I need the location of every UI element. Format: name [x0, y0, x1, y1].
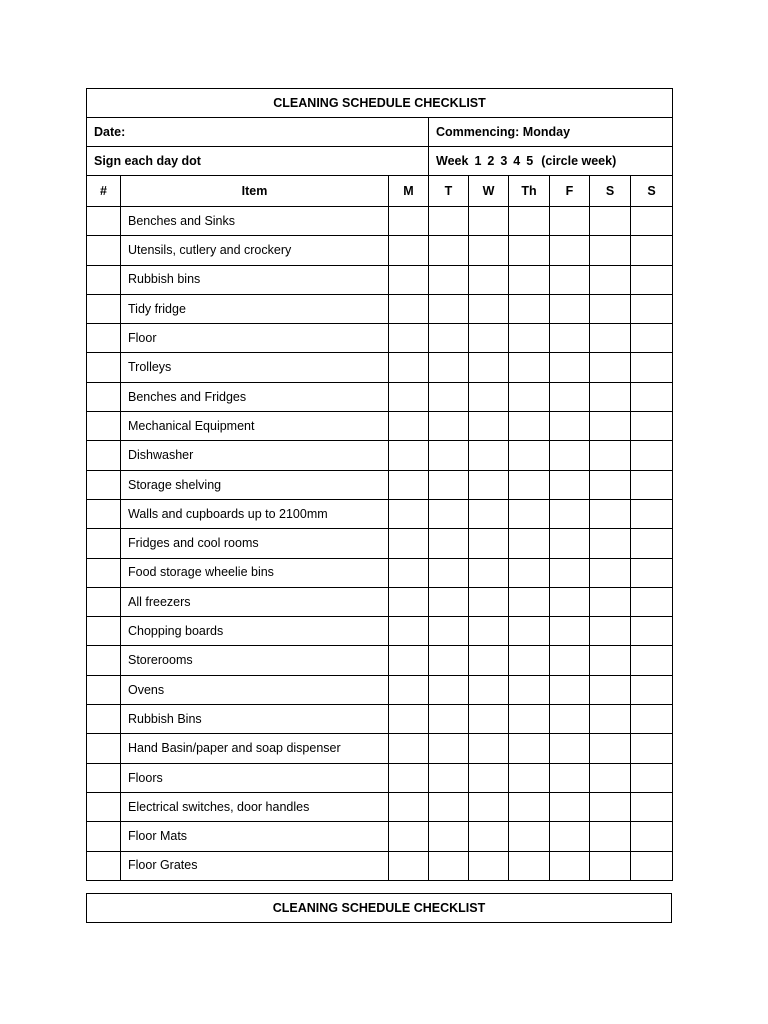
item-label: Walls and cupboards up to 2100mm [121, 499, 389, 528]
item-label: Chopping boards [121, 617, 389, 646]
table-row [87, 441, 673, 470]
checkbox-cell-monday[interactable] [389, 353, 429, 382]
checkbox-cell-sunday[interactable] [631, 499, 673, 528]
checkbox-cell-friday[interactable] [550, 294, 590, 323]
item-label: Benches and Sinks [121, 207, 389, 236]
column-header-item: Item [121, 176, 389, 207]
checkbox-cell-monday[interactable] [389, 236, 429, 265]
item-label: Tidy fridge [121, 294, 389, 323]
checkbox-cell-friday[interactable] [550, 763, 590, 792]
checkbox-cell-wednesday[interactable] [469, 705, 509, 734]
week-number-2[interactable]: 2 [487, 153, 495, 168]
checkbox-cell-monday[interactable] [389, 705, 429, 734]
checkbox-cell-thursday[interactable] [509, 353, 550, 382]
week-note: (circle week) [541, 153, 617, 168]
week-number-1[interactable]: 1 [474, 153, 482, 168]
checkbox-cell-thursday[interactable] [509, 734, 550, 763]
checkbox-cell-friday[interactable] [550, 851, 590, 880]
checkbox-cell-sunday[interactable] [631, 763, 673, 792]
checkbox-cell-tuesday[interactable] [429, 236, 469, 265]
checkbox-cell-thursday[interactable] [509, 207, 550, 236]
checkbox-cell-sunday[interactable] [631, 324, 673, 353]
checkbox-cell-thursday[interactable] [509, 441, 550, 470]
checkbox-cell-saturday[interactable] [590, 265, 631, 294]
column-header-sunday: S [631, 176, 673, 207]
checkbox-cell-thursday[interactable] [509, 470, 550, 499]
checkbox-cell-sunday[interactable] [631, 382, 673, 411]
checkbox-cell-wednesday[interactable] [469, 441, 509, 470]
checkbox-cell-tuesday[interactable] [429, 675, 469, 704]
checkbox-cell-thursday[interactable] [509, 382, 550, 411]
checklist-title: CLEANING SCHEDULE CHECKLIST [87, 89, 673, 118]
checkbox-cell-sunday[interactable] [631, 792, 673, 821]
commencing-field[interactable]: Commencing: Monday [429, 118, 673, 147]
checkbox-cell-sunday[interactable] [631, 558, 673, 587]
row-number-cell [87, 851, 121, 880]
checkbox-cell-tuesday[interactable] [429, 353, 469, 382]
checkbox-cell-sunday[interactable] [631, 236, 673, 265]
item-label: Food storage wheelie bins [121, 558, 389, 587]
checkbox-cell-thursday[interactable] [509, 763, 550, 792]
table-row [87, 734, 673, 763]
checkbox-cell-saturday[interactable] [590, 734, 631, 763]
table-row [87, 265, 673, 294]
table-row [87, 646, 673, 675]
checkbox-cell-saturday[interactable] [590, 705, 631, 734]
item-label: Rubbish bins [121, 265, 389, 294]
checklist-table [86, 88, 673, 881]
checkbox-cell-monday[interactable] [389, 646, 429, 675]
checkbox-cell-tuesday[interactable] [429, 441, 469, 470]
item-label: Electrical switches, door handles [121, 792, 389, 821]
row-number-cell [87, 646, 121, 675]
checkbox-cell-tuesday[interactable] [429, 412, 469, 441]
column-header-thursday: Th [509, 176, 550, 207]
checkbox-cell-thursday[interactable] [509, 822, 550, 851]
table-row [87, 529, 673, 558]
checkbox-cell-tuesday[interactable] [429, 734, 469, 763]
checkbox-cell-saturday[interactable] [590, 851, 631, 880]
item-label: Mechanical Equipment [121, 412, 389, 441]
checkbox-cell-tuesday[interactable] [429, 705, 469, 734]
footer-title: CLEANING SCHEDULE CHECKLIST [87, 894, 672, 923]
checkbox-cell-sunday[interactable] [631, 529, 673, 558]
checkbox-cell-saturday[interactable] [590, 792, 631, 821]
table-row [87, 382, 673, 411]
row-number-cell [87, 265, 121, 294]
checkbox-cell-sunday[interactable] [631, 412, 673, 441]
item-label: Dishwasher [121, 441, 389, 470]
checkbox-cell-wednesday[interactable] [469, 617, 509, 646]
row-number-cell [87, 441, 121, 470]
checkbox-cell-tuesday[interactable] [429, 792, 469, 821]
checkbox-cell-tuesday[interactable] [429, 851, 469, 880]
row-number-cell [87, 587, 121, 616]
item-label: Utensils, cutlery and crockery [121, 236, 389, 265]
checkbox-cell-wednesday[interactable] [469, 822, 509, 851]
checkbox-cell-friday[interactable] [550, 734, 590, 763]
checkbox-cell-saturday[interactable] [590, 470, 631, 499]
checkbox-cell-saturday[interactable] [590, 529, 631, 558]
row-number-cell [87, 382, 121, 411]
checkbox-cell-friday[interactable] [550, 529, 590, 558]
checkbox-cell-tuesday[interactable] [429, 382, 469, 411]
checkbox-cell-wednesday[interactable] [469, 499, 509, 528]
row-number-cell [87, 763, 121, 792]
checkbox-cell-friday[interactable] [550, 207, 590, 236]
checkbox-cell-saturday[interactable] [590, 617, 631, 646]
checkbox-cell-wednesday[interactable] [469, 412, 509, 441]
checkbox-cell-friday[interactable] [550, 382, 590, 411]
checkbox-cell-saturday[interactable] [590, 499, 631, 528]
checkbox-cell-saturday[interactable] [590, 675, 631, 704]
row-number-cell [87, 734, 121, 763]
row-number-cell [87, 822, 121, 851]
checkbox-cell-thursday[interactable] [509, 646, 550, 675]
checkbox-cell-sunday[interactable] [631, 470, 673, 499]
item-label: Floor [121, 324, 389, 353]
table-row [87, 851, 673, 880]
checkbox-cell-monday[interactable] [389, 412, 429, 441]
checkbox-cell-wednesday[interactable] [469, 236, 509, 265]
table-row [87, 792, 673, 821]
checkbox-cell-saturday[interactable] [590, 382, 631, 411]
item-label: Floor Grates [121, 851, 389, 880]
checkbox-cell-saturday[interactable] [590, 236, 631, 265]
checkbox-cell-sunday[interactable] [631, 646, 673, 675]
week-selector[interactable] [429, 147, 673, 176]
item-label: Fridges and cool rooms [121, 529, 389, 558]
checkbox-cell-monday[interactable] [389, 763, 429, 792]
checkbox-cell-sunday[interactable] [631, 675, 673, 704]
checkbox-cell-tuesday[interactable] [429, 529, 469, 558]
checkbox-cell-monday[interactable] [389, 529, 429, 558]
checkbox-cell-monday[interactable] [389, 558, 429, 587]
column-header-friday: F [550, 176, 590, 207]
row-number-cell [87, 236, 121, 265]
checkbox-cell-sunday[interactable] [631, 705, 673, 734]
table-row [87, 587, 673, 616]
checkbox-cell-tuesday[interactable] [429, 763, 469, 792]
row-number-cell [87, 705, 121, 734]
checkbox-cell-thursday[interactable] [509, 558, 550, 587]
checkbox-cell-friday[interactable] [550, 617, 590, 646]
sign-instruction: Sign each day dot [87, 147, 429, 176]
checkbox-cell-wednesday[interactable] [469, 529, 509, 558]
checkbox-cell-saturday[interactable] [590, 353, 631, 382]
column-header-wednesday: W [469, 176, 509, 207]
checkbox-cell-sunday[interactable] [631, 734, 673, 763]
checkbox-cell-tuesday[interactable] [429, 499, 469, 528]
table-row [87, 558, 673, 587]
checkbox-cell-wednesday[interactable] [469, 470, 509, 499]
checkbox-cell-wednesday[interactable] [469, 851, 509, 880]
checkbox-cell-monday[interactable] [389, 382, 429, 411]
checkbox-cell-monday[interactable] [389, 792, 429, 821]
checkbox-cell-saturday[interactable] [590, 294, 631, 323]
row-number-cell [87, 558, 121, 587]
checkbox-cell-sunday[interactable] [631, 353, 673, 382]
checkbox-cell-sunday[interactable] [631, 822, 673, 851]
item-label: Floor Mats [121, 822, 389, 851]
table-row [87, 617, 673, 646]
checkbox-cell-wednesday[interactable] [469, 265, 509, 294]
checkbox-cell-monday[interactable] [389, 734, 429, 763]
checkbox-cell-tuesday[interactable] [429, 646, 469, 675]
checkbox-cell-wednesday[interactable] [469, 207, 509, 236]
footer-table [86, 893, 672, 923]
checkbox-cell-monday[interactable] [389, 470, 429, 499]
checkbox-cell-sunday[interactable] [631, 207, 673, 236]
checkbox-cell-wednesday[interactable] [469, 675, 509, 704]
table-row [87, 412, 673, 441]
row-number-cell [87, 324, 121, 353]
checkbox-cell-monday[interactable] [389, 207, 429, 236]
item-label: All freezers [121, 587, 389, 616]
checkbox-cell-thursday[interactable] [509, 792, 550, 821]
checkbox-cell-saturday[interactable] [590, 412, 631, 441]
checkbox-cell-thursday[interactable] [509, 294, 550, 323]
checkbox-cell-tuesday[interactable] [429, 617, 469, 646]
checkbox-cell-monday[interactable] [389, 265, 429, 294]
checkbox-cell-friday[interactable] [550, 265, 590, 294]
checkbox-cell-thursday[interactable] [509, 675, 550, 704]
checkbox-cell-wednesday[interactable] [469, 382, 509, 411]
checkbox-cell-sunday[interactable] [631, 294, 673, 323]
checkbox-cell-monday[interactable] [389, 617, 429, 646]
checkbox-cell-thursday[interactable] [509, 587, 550, 616]
item-label: Benches and Fridges [121, 382, 389, 411]
checkbox-cell-wednesday[interactable] [469, 646, 509, 675]
item-label: Floors [121, 763, 389, 792]
checkbox-cell-monday[interactable] [389, 441, 429, 470]
checkbox-cell-friday[interactable] [550, 646, 590, 675]
week-label: Week [436, 153, 469, 168]
table-row [87, 207, 673, 236]
row-number-cell [87, 470, 121, 499]
checkbox-cell-tuesday[interactable] [429, 294, 469, 323]
checkbox-cell-wednesday[interactable] [469, 587, 509, 616]
item-label: Hand Basin/paper and soap dispenser [121, 734, 389, 763]
checkbox-cell-thursday[interactable] [509, 529, 550, 558]
checkbox-cell-tuesday[interactable] [429, 470, 469, 499]
checkbox-cell-sunday[interactable] [631, 851, 673, 880]
table-row [87, 353, 673, 382]
week-number-5[interactable]: 5 [526, 153, 534, 168]
checkbox-cell-wednesday[interactable] [469, 353, 509, 382]
checkbox-cell-wednesday[interactable] [469, 324, 509, 353]
column-header-number: # [87, 176, 121, 207]
checkbox-cell-thursday[interactable] [509, 265, 550, 294]
checkbox-cell-monday[interactable] [389, 587, 429, 616]
week-number-3[interactable]: 3 [500, 153, 508, 168]
checkbox-cell-thursday[interactable] [509, 617, 550, 646]
checkbox-cell-friday[interactable] [550, 236, 590, 265]
checkbox-cell-friday[interactable] [550, 324, 590, 353]
checkbox-cell-saturday[interactable] [590, 587, 631, 616]
row-number-cell [87, 675, 121, 704]
checkbox-cell-monday[interactable] [389, 822, 429, 851]
row-number-cell [87, 207, 121, 236]
checkbox-cell-friday[interactable] [550, 412, 590, 441]
row-number-cell [87, 353, 121, 382]
checkbox-cell-thursday[interactable] [509, 705, 550, 734]
column-header-monday: M [389, 176, 429, 207]
row-number-cell [87, 792, 121, 821]
checkbox-cell-saturday[interactable] [590, 207, 631, 236]
checkbox-cell-friday[interactable] [550, 792, 590, 821]
checkbox-cell-monday[interactable] [389, 851, 429, 880]
table-row [87, 763, 673, 792]
table-row [87, 822, 673, 851]
checkbox-cell-friday[interactable] [550, 470, 590, 499]
table-row [87, 675, 673, 704]
column-header-tuesday: T [429, 176, 469, 207]
checkbox-cell-sunday[interactable] [631, 265, 673, 294]
checkbox-cell-tuesday[interactable] [429, 558, 469, 587]
checkbox-cell-friday[interactable] [550, 499, 590, 528]
table-row [87, 294, 673, 323]
checkbox-cell-thursday[interactable] [509, 851, 550, 880]
checkbox-cell-thursday[interactable] [509, 412, 550, 441]
row-number-cell [87, 294, 121, 323]
checkbox-cell-thursday[interactable] [509, 236, 550, 265]
checkbox-cell-friday[interactable] [550, 705, 590, 734]
checkbox-cell-wednesday[interactable] [469, 734, 509, 763]
table-row [87, 705, 673, 734]
checkbox-cell-wednesday[interactable] [469, 763, 509, 792]
checkbox-cell-thursday[interactable] [509, 499, 550, 528]
checkbox-cell-sunday[interactable] [631, 587, 673, 616]
checkbox-cell-friday[interactable] [550, 822, 590, 851]
item-label: Rubbish Bins [121, 705, 389, 734]
item-label: Storage shelving [121, 470, 389, 499]
checkbox-cell-tuesday[interactable] [429, 324, 469, 353]
checkbox-cell-saturday[interactable] [590, 763, 631, 792]
checkbox-cell-wednesday[interactable] [469, 558, 509, 587]
checkbox-cell-monday[interactable] [389, 324, 429, 353]
checkbox-cell-friday[interactable] [550, 587, 590, 616]
table-row [87, 324, 673, 353]
checkbox-cell-tuesday[interactable] [429, 265, 469, 294]
checkbox-cell-saturday[interactable] [590, 646, 631, 675]
table-row [87, 499, 673, 528]
checkbox-cell-friday[interactable] [550, 353, 590, 382]
checkbox-cell-monday[interactable] [389, 499, 429, 528]
checkbox-cell-monday[interactable] [389, 675, 429, 704]
item-label: Trolleys [121, 353, 389, 382]
checkbox-cell-wednesday[interactable] [469, 294, 509, 323]
checkbox-cell-friday[interactable] [550, 675, 590, 704]
checkbox-cell-friday[interactable] [550, 558, 590, 587]
date-field[interactable]: Date: [87, 118, 429, 147]
checkbox-cell-thursday[interactable] [509, 324, 550, 353]
item-label: Storerooms [121, 646, 389, 675]
checkbox-cell-saturday[interactable] [590, 324, 631, 353]
row-number-cell [87, 617, 121, 646]
row-number-cell [87, 412, 121, 441]
checkbox-cell-tuesday[interactable] [429, 587, 469, 616]
week-number-4[interactable]: 4 [513, 153, 521, 168]
checkbox-cell-monday[interactable] [389, 294, 429, 323]
row-number-cell [87, 499, 121, 528]
item-label: Ovens [121, 675, 389, 704]
table-row [87, 470, 673, 499]
checkbox-cell-tuesday[interactable] [429, 207, 469, 236]
checkbox-cell-saturday[interactable] [590, 558, 631, 587]
column-header-saturday: S [590, 176, 631, 207]
checkbox-cell-sunday[interactable] [631, 617, 673, 646]
checkbox-cell-sunday[interactable] [631, 441, 673, 470]
checkbox-cell-saturday[interactable] [590, 441, 631, 470]
checkbox-cell-friday[interactable] [550, 441, 590, 470]
row-number-cell [87, 529, 121, 558]
checkbox-cell-saturday[interactable] [590, 822, 631, 851]
checkbox-cell-tuesday[interactable] [429, 822, 469, 851]
table-row [87, 236, 673, 265]
checkbox-cell-wednesday[interactable] [469, 792, 509, 821]
